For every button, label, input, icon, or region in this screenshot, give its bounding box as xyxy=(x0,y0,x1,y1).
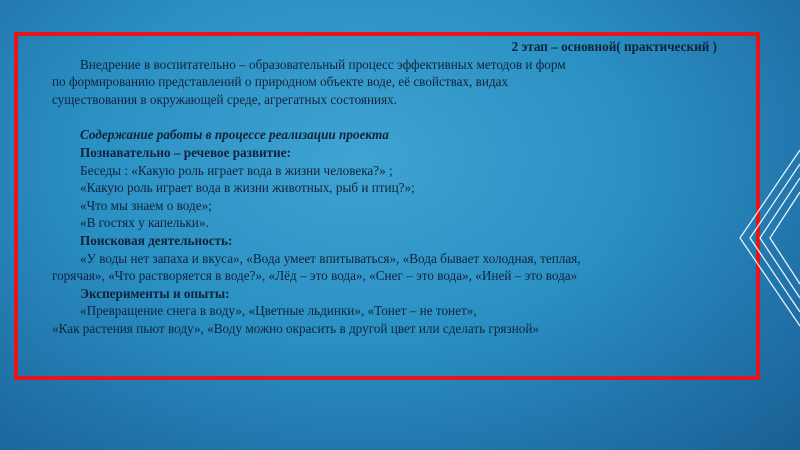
cognitive-title: Познавательно – речевое развитие: xyxy=(80,144,291,160)
conversation-4: «В гостях у капельки». xyxy=(80,215,209,231)
conversation-2: «Какую роль играет вода в жизни животных, рыб и птиц?»; xyxy=(80,180,415,196)
search-title: Поисковая деятельность: xyxy=(80,232,233,248)
experiments-line-1: «Превращение снега в воду», «Цветные льдинки», «Тонет – не тонет», xyxy=(80,303,477,319)
conversation-1: Беседы : «Какую роль играет вода в жизни человека?» ; xyxy=(80,162,393,178)
search-line-1: «У воды нет запаха и вкуса», «Вода умеет впитываться», «Вода бывает холодная, теплая, xyxy=(80,250,581,266)
intro-line-3: существования в окружающей среде, агрегатных состояниях. xyxy=(52,91,398,107)
conversation-3: «Что мы знаем о воде»; xyxy=(80,197,212,213)
stage-heading: 2 этап – основной( практический ) xyxy=(511,39,717,54)
search-line-2: горячая», «Что растворяется в воде?», «Лёд – это вода», «Снег – это вода», «Иней – это вода» xyxy=(52,268,578,284)
section-title: Содержание работы в процессе реализации проекта xyxy=(80,127,389,143)
experiments-line-2: «Как растения пьют воду», «Воду можно окрасить в другой цвет или сделать грязной» xyxy=(52,320,540,336)
experiments-title: Эксперименты и опыты: xyxy=(80,285,230,301)
intro-line-2: по формированию представлений о природном объекте воде, её свойствах, видах xyxy=(52,74,509,90)
intro-line-1: Внедрение в воспитательно – образовательный процесс эффективных методов и форм xyxy=(80,56,566,72)
slide-content xyxy=(52,38,717,338)
